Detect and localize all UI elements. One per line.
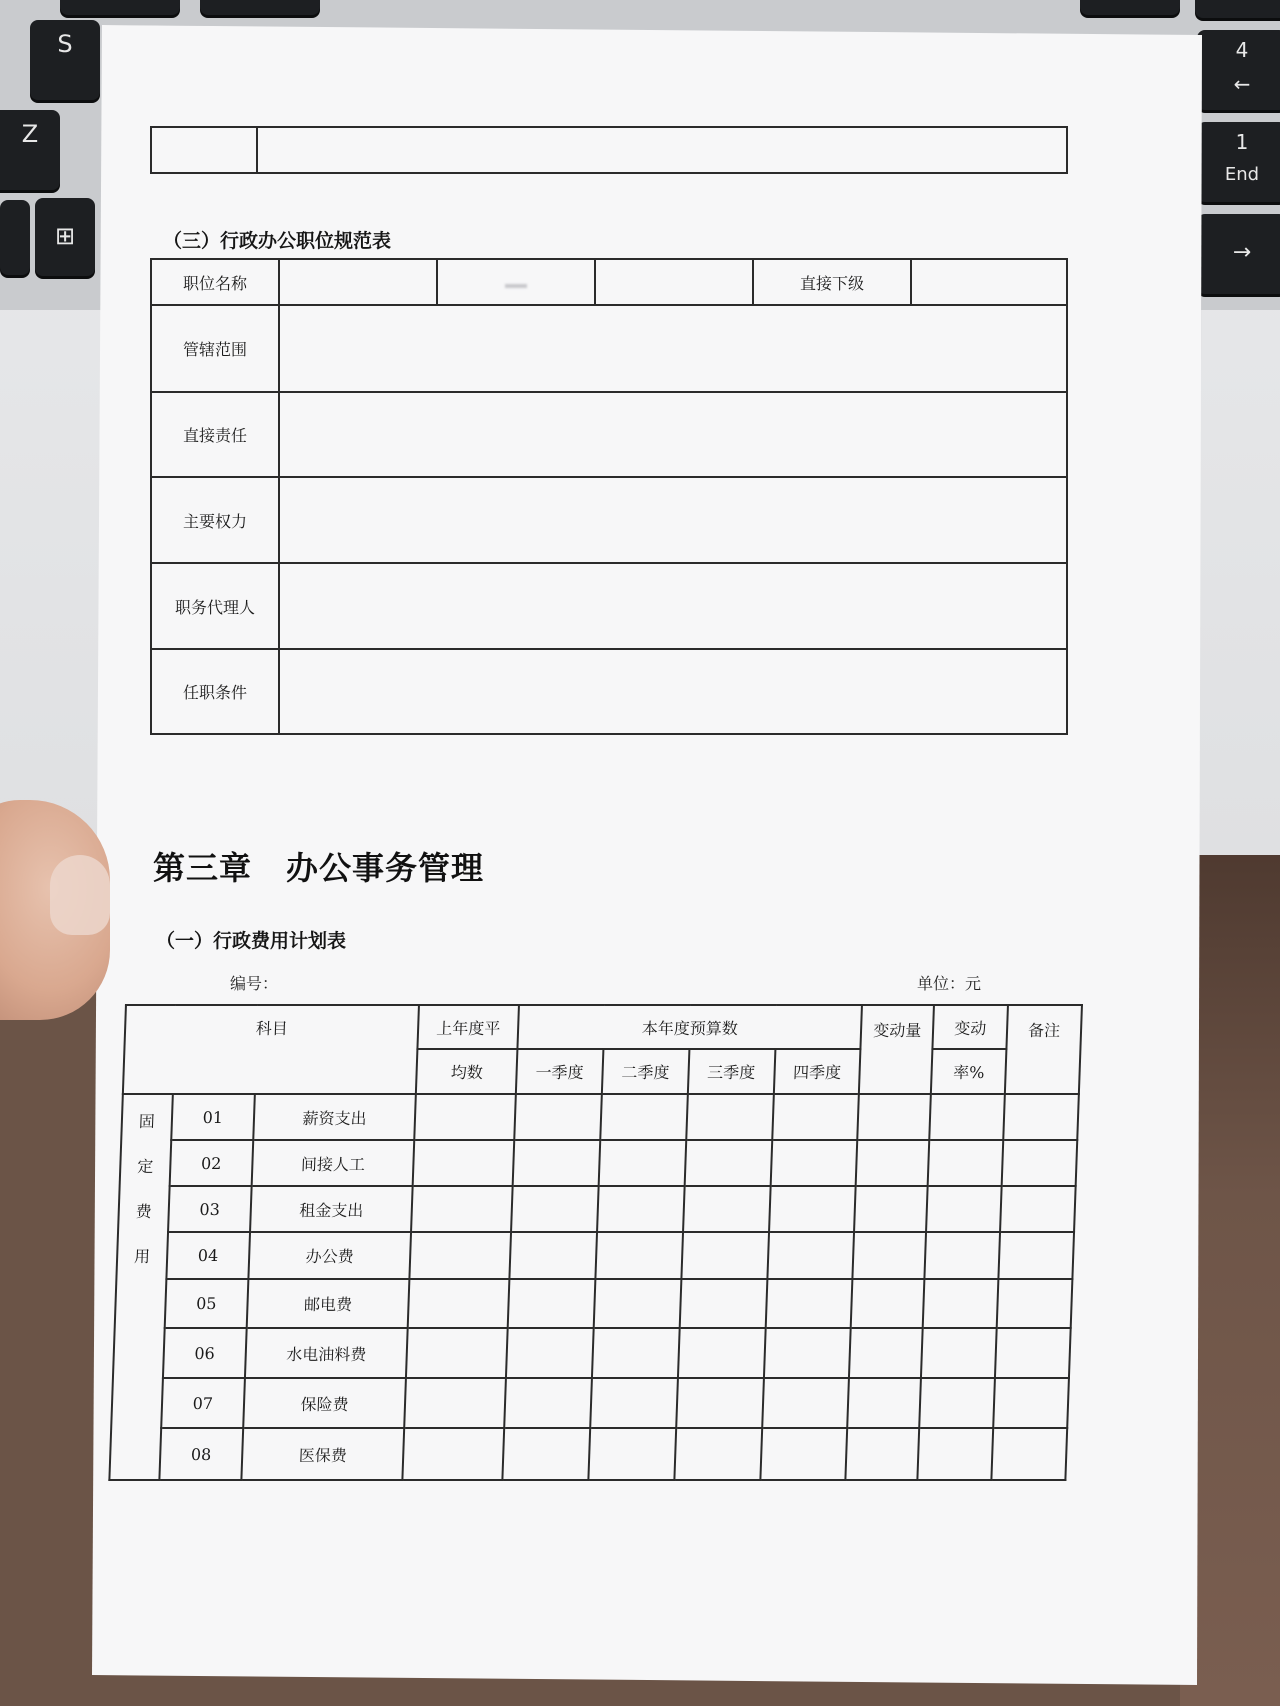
key-fragment[interactable]	[0, 200, 30, 275]
row-code: 05	[165, 1279, 249, 1328]
row-label: 管辖范围	[151, 305, 279, 392]
rate-header: 变动	[933, 1005, 1008, 1049]
position-spec-table	[150, 258, 1068, 735]
row-label: 任职条件	[151, 649, 279, 734]
row-code: 03	[168, 1186, 251, 1232]
empty-cell	[846, 1428, 920, 1480]
key-home[interactable]	[1195, 0, 1280, 18]
group-char: 定	[136, 1157, 154, 1176]
empty-cell	[678, 1328, 766, 1378]
empty-cell	[590, 1378, 678, 1428]
empty-cell	[502, 1428, 590, 1480]
empty-cell	[926, 1186, 1001, 1232]
row-label: 职务代理人	[151, 563, 279, 649]
arrow-left-icon: ←	[1233, 72, 1251, 96]
empty-cell	[928, 1140, 1003, 1186]
arrow-right-icon: →	[1232, 240, 1252, 265]
row-code: 02	[170, 1140, 253, 1186]
empty-cell	[513, 1140, 600, 1186]
table-cell	[437, 259, 595, 305]
table-cell	[151, 127, 257, 173]
subject-header: 科目	[123, 1005, 419, 1094]
empty-cell	[403, 1428, 505, 1480]
empty-cell	[514, 1094, 601, 1140]
serial-number-label: 编号：	[230, 974, 279, 993]
group-char: 费	[135, 1202, 153, 1221]
table-cell	[279, 477, 1067, 563]
last-year-header-2: 均数	[416, 1049, 517, 1094]
empty-cell	[594, 1279, 682, 1328]
empty-cell	[925, 1232, 1001, 1279]
empty-cell	[508, 1279, 596, 1328]
section-title-position: （三）行政办公职位规范表	[163, 230, 392, 252]
change-header: 变动量	[859, 1005, 934, 1094]
empty-cell	[684, 1140, 771, 1186]
quarter-header: 一季度	[516, 1049, 603, 1094]
empty-cell	[597, 1186, 684, 1232]
empty-cell	[849, 1328, 923, 1378]
empty-cell	[854, 1186, 927, 1232]
empty-cell	[991, 1428, 1067, 1480]
key-top-row[interactable]	[200, 0, 320, 15]
row-label: 主要权力	[151, 477, 279, 563]
empty-cell	[919, 1378, 995, 1428]
key-label: Z	[21, 120, 39, 148]
empty-cell	[413, 1140, 514, 1186]
key-label	[1195, 0, 1280, 1]
quarter-header: 三季度	[688, 1049, 775, 1094]
row-code: 07	[161, 1378, 245, 1428]
empty-cell	[408, 1279, 509, 1328]
key-top-row[interactable]	[60, 0, 180, 15]
empty-cell	[1003, 1094, 1079, 1140]
empty-cell	[599, 1140, 686, 1186]
key-label: 4	[1235, 38, 1249, 62]
empty-cell	[918, 1428, 994, 1480]
table-cell	[279, 563, 1067, 649]
note-header: 备注	[1005, 1005, 1082, 1094]
row-label: 直接责任	[151, 392, 279, 477]
empty-cell	[921, 1328, 997, 1378]
row-code: 08	[159, 1428, 243, 1480]
row-name: 间接人工	[251, 1140, 414, 1186]
empty-cell	[997, 1279, 1073, 1328]
empty-cell	[995, 1328, 1071, 1378]
quarter-header: 二季度	[602, 1049, 689, 1094]
empty-cell	[853, 1232, 926, 1279]
empty-cell	[600, 1094, 687, 1140]
unit-label: 单位：元	[917, 974, 982, 993]
empty-cell	[763, 1328, 851, 1378]
empty-cell	[772, 1094, 859, 1140]
empty-cell	[506, 1328, 594, 1378]
empty-cell	[993, 1378, 1069, 1428]
thumbnail-nail	[50, 855, 110, 935]
key-top-row[interactable]	[1080, 0, 1180, 15]
group-char: 固	[138, 1112, 156, 1131]
empty-cell	[511, 1186, 598, 1232]
table-header-cell: 职位名称	[151, 259, 279, 305]
empty-cell	[410, 1232, 511, 1279]
top-partial-table	[150, 126, 1068, 174]
row-name: 租金支出	[250, 1186, 413, 1232]
table-cell	[279, 259, 437, 305]
last-year-header: 上年度平	[418, 1005, 519, 1049]
row-code: 06	[163, 1328, 247, 1378]
chapter-number: 第三章	[153, 849, 253, 887]
section-title-fee: （一）行政费用计划表	[156, 930, 347, 952]
group-char: 用	[133, 1247, 151, 1266]
key-right[interactable]	[1197, 214, 1280, 294]
row-name: 邮电费	[246, 1279, 409, 1328]
chapter-name: 办公事务管理	[286, 849, 485, 887]
table-header-cell: 直接下级	[753, 259, 911, 305]
key-s[interactable]	[30, 20, 100, 100]
empty-cell	[683, 1186, 770, 1232]
key-1[interactable]	[1197, 122, 1280, 202]
budget-header: 本年度预算数	[518, 1005, 863, 1049]
key-z[interactable]	[0, 110, 60, 190]
rate-header-2: 率%	[931, 1049, 1006, 1094]
row-code: 04	[166, 1232, 249, 1279]
windows-key[interactable]	[35, 198, 95, 276]
row-name: 办公费	[248, 1232, 411, 1279]
empty-cell	[595, 1232, 682, 1279]
empty-cell	[851, 1279, 925, 1328]
row-name: 水电油料费	[245, 1328, 408, 1378]
empty-cell	[760, 1428, 848, 1480]
chapter-heading	[153, 843, 484, 889]
key-4[interactable]	[1197, 30, 1280, 110]
empty-cell	[765, 1279, 853, 1328]
windows-icon: ⊞	[54, 222, 76, 250]
smudge	[505, 284, 527, 288]
fee-plan-table	[108, 1004, 1083, 1481]
table-cell	[279, 392, 1067, 477]
empty-cell	[770, 1140, 857, 1186]
table-cell	[279, 649, 1067, 734]
empty-cell	[923, 1279, 999, 1328]
empty-cell	[681, 1232, 768, 1279]
empty-cell	[510, 1232, 597, 1279]
empty-cell	[674, 1428, 762, 1480]
empty-cell	[406, 1328, 508, 1378]
empty-cell	[767, 1232, 854, 1279]
empty-cell	[588, 1428, 676, 1480]
empty-cell	[848, 1378, 922, 1428]
empty-cell	[415, 1094, 516, 1140]
quarter-header: 四季度	[773, 1049, 860, 1094]
table-cell	[279, 305, 1067, 392]
empty-cell	[769, 1186, 856, 1232]
empty-cell	[405, 1378, 507, 1428]
empty-cell	[504, 1378, 592, 1428]
empty-cell	[679, 1279, 767, 1328]
empty-cell	[411, 1186, 512, 1232]
empty-cell	[762, 1378, 850, 1428]
table-cell	[911, 259, 1067, 305]
empty-cell	[592, 1328, 680, 1378]
empty-cell	[686, 1094, 773, 1140]
empty-cell	[998, 1232, 1074, 1279]
empty-cell	[929, 1094, 1004, 1140]
key-label: 1	[1235, 130, 1249, 154]
key-label: S	[57, 30, 73, 58]
row-name: 医保费	[241, 1428, 404, 1480]
empty-cell	[856, 1140, 929, 1186]
row-code: 01	[171, 1094, 254, 1140]
row-name: 薪资支出	[253, 1094, 416, 1140]
empty-cell	[1002, 1140, 1078, 1186]
key-label: End	[1224, 164, 1260, 185]
empty-cell	[676, 1378, 764, 1428]
row-name: 保险费	[243, 1378, 406, 1428]
empty-cell	[858, 1094, 931, 1140]
empty-cell	[1000, 1186, 1076, 1232]
table-cell	[257, 127, 1067, 173]
table-cell	[595, 259, 753, 305]
